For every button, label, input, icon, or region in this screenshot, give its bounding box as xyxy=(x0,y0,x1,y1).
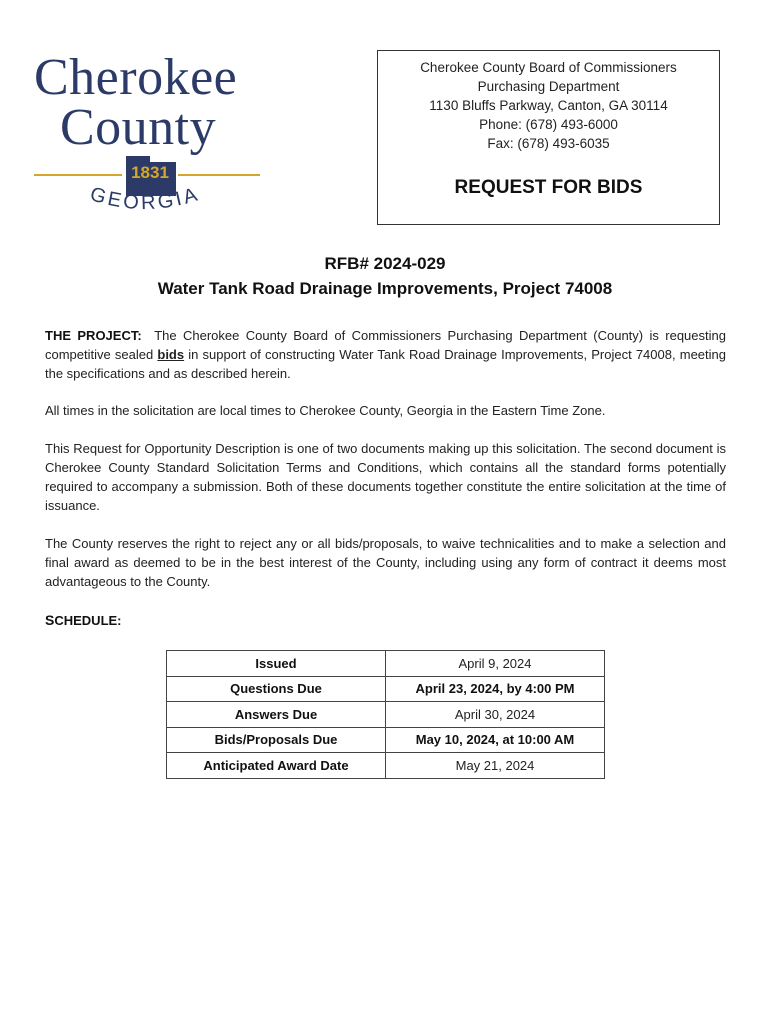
bids-word: bids xyxy=(157,347,185,362)
times-paragraph: All times in the solicitation are local times to Cherokee County, Georgia in the Eastern Time Zone. xyxy=(45,403,606,418)
schedule-event: Answers Due xyxy=(167,702,386,728)
schedule-label: SCHEDULE: xyxy=(45,612,122,628)
schedule-date: May 10, 2024, at 10:00 AM xyxy=(386,727,605,753)
schedule-row xyxy=(167,676,605,702)
schedule-date: April 30, 2024 xyxy=(386,702,605,728)
schedule-row xyxy=(167,727,605,753)
info-org: Cherokee County Board of Commissioners xyxy=(420,60,677,75)
schedule-date: May 21, 2024 xyxy=(386,753,605,779)
info-fax: Fax: (678) 493-6035 xyxy=(487,136,610,151)
schedule-event: Anticipated Award Date xyxy=(167,753,386,779)
schedule-event: Questions Due xyxy=(167,676,386,702)
logo-text-county: County xyxy=(60,99,217,156)
reserves-paragraph: The County reserves the right to reject any or all bids/proposals, to waive technicalities and to make a selection and final award as deemed to be in the best interest of the County, including using any form of contract it deems most advantageous to the County. xyxy=(45,536,726,589)
svg-text:GEORGIA xyxy=(87,183,202,214)
schedule-date: April 23, 2024, by 4:00 PM xyxy=(386,676,605,702)
logo-state-arc xyxy=(70,180,220,226)
schedule-date: April 9, 2024 xyxy=(386,651,605,677)
schedule-row xyxy=(167,753,605,779)
logo-year: 1831 xyxy=(131,163,169,182)
documents-paragraph: This Request for Opportunity Description is one of two documents making up this solicitation. The second document is Cherokee County Standard Solicitation Terms and Conditions, which contains all the standard forms potentially required to accompany a submission. Both of these documents together constitute the entire solicitation at the time of issuance. xyxy=(45,441,726,513)
rfb-number: RFB# 2024-029 xyxy=(324,254,446,273)
schedule-table xyxy=(166,650,605,779)
project-paragraph xyxy=(45,326,726,383)
schedule-row xyxy=(167,651,605,677)
schedule-event: Bids/Proposals Due xyxy=(167,727,386,753)
project-text-2: in support of constructing Water Tank Road Drainage Improvements, Project 74008, meeting the specifications and as described herein. xyxy=(45,347,726,381)
info-phone: Phone: (678) 493-6000 xyxy=(479,117,618,132)
cherokee-county-logo xyxy=(30,49,266,227)
project-label: THE PROJECT: xyxy=(45,328,142,343)
contact-info-box xyxy=(377,50,720,225)
schedule-event: Issued xyxy=(167,651,386,677)
schedule-row xyxy=(167,702,605,728)
info-address: 1130 Bluffs Parkway, Canton, GA 30114 xyxy=(429,98,668,113)
project-title: Water Tank Road Drainage Improvements, Project 74008 xyxy=(157,279,613,298)
request-for-bids-heading: REQUEST FOR BIDS xyxy=(454,177,643,198)
info-dept: Purchasing Department xyxy=(477,79,620,94)
logo-state-text: GEORGIA xyxy=(87,183,203,215)
project-text-1: The Cherokee County Board of Commissioners Purchasing Department (County) is requesting competitive sealed xyxy=(45,328,726,362)
logo-text-cherokee: Cherokee xyxy=(34,49,238,106)
